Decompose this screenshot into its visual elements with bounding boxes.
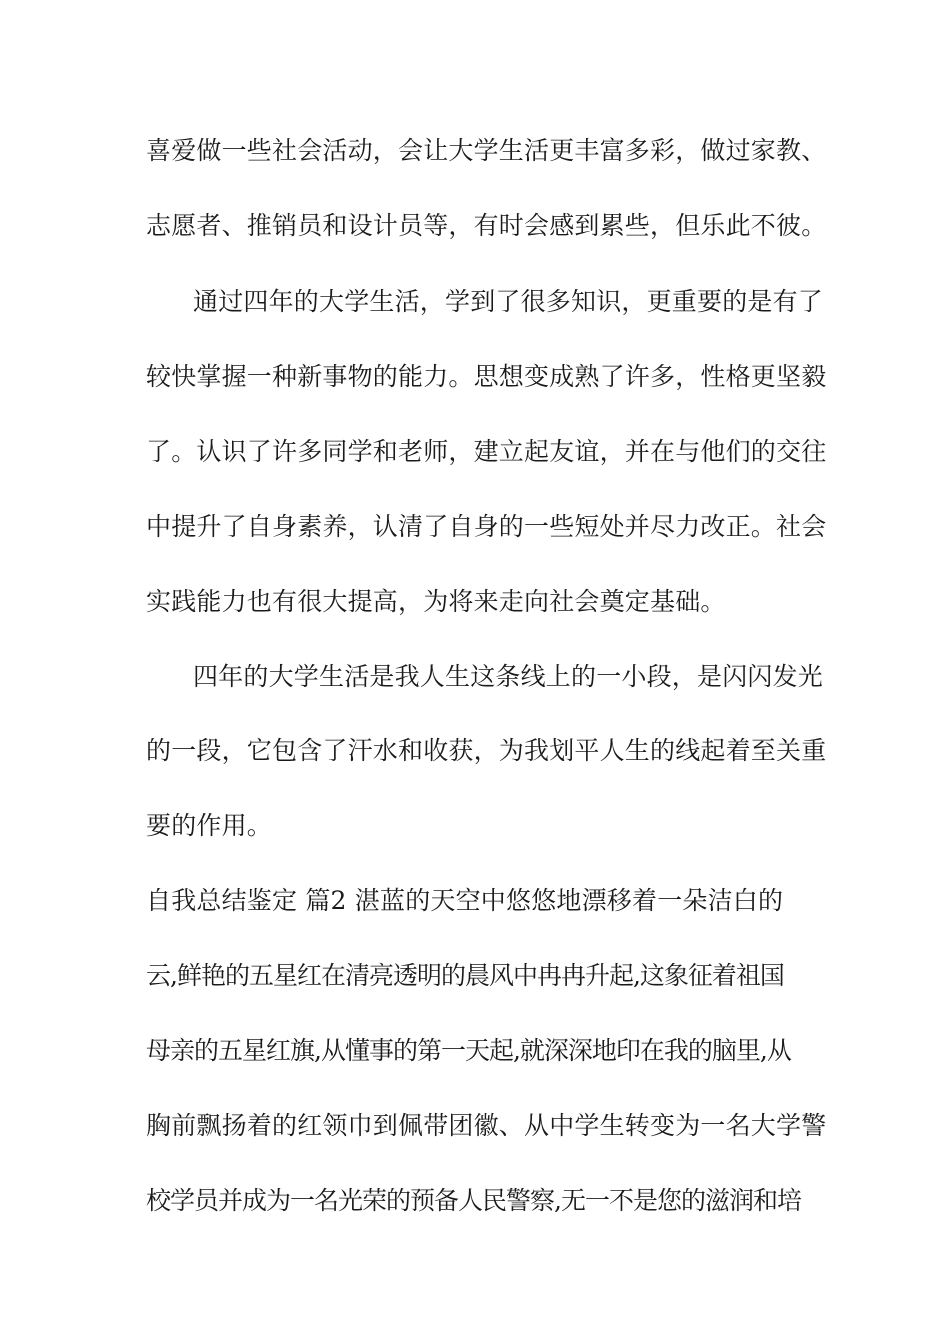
text-line: 的一段，它包含了汗水和收获，为我划平人生的线起着至关重: [146, 736, 827, 765]
section-heading-line: 自我总结鉴定 篇2 湛蓝的天空中悠悠地漂移着一朵洁白的: [146, 886, 784, 915]
paragraph-start-line: 通过四年的大学生活，学到了很多知识，更重要的是有了: [193, 287, 824, 316]
text-line: 云,鲜艳的五星红在清亮透明的晨风中冉冉升起,这象征着祖国: [146, 961, 784, 990]
paragraph-start-line: 四年的大学生活是我人生这条线上的一小段，是闪闪发光: [193, 662, 824, 691]
text-line: 胸前飘扬着的红领巾到佩带团徽、从中学生转变为一名大学警: [146, 1111, 827, 1140]
text-line: 校学员并成为一名光荣的预备人民警察,无一不是您的滋润和培: [146, 1186, 801, 1215]
text-line: 较快掌握一种新事物的能力。思想变成熟了许多，性格更坚毅: [146, 362, 827, 391]
text-line: 实践能力也有很大提高，为将来走向社会奠定基础。: [146, 587, 726, 616]
text-line: 喜爱做一些社会活动，会让大学生活更丰富多彩，做过家教、: [146, 136, 827, 165]
text-line: 中提升了自身素养，认清了自身的一些短处并尽力改正。社会: [146, 512, 827, 541]
text-line: 要的作用。: [146, 811, 273, 840]
text-line: 了。认识了许多同学和老师，建立起友谊，并在与他们的交往: [146, 437, 827, 466]
text-line: 母亲的五星红旗,从懂事的第一天起,就深深地印在我的脑里,从: [146, 1036, 791, 1065]
text-line: 志愿者、推销员和设计员等，有时会感到累些，但乐此不彼。: [146, 211, 827, 240]
